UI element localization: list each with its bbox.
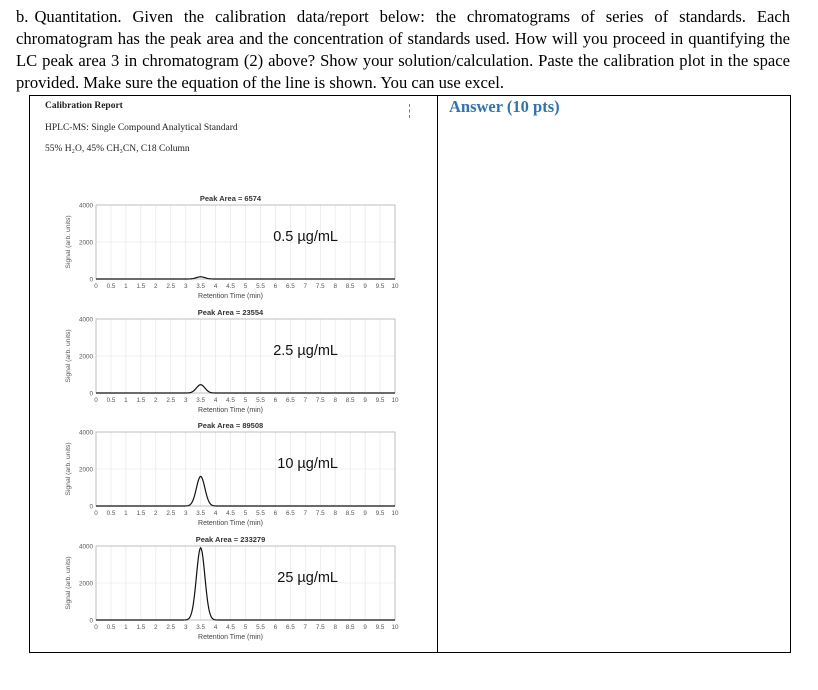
x-tick-label: 3.5 xyxy=(196,397,206,404)
x-tick-label: 5 xyxy=(243,283,248,290)
x-tick-label: 7 xyxy=(303,283,308,290)
x-tick-label: 0.5 xyxy=(106,510,116,517)
x-tick-label: 2.5 xyxy=(166,397,176,404)
y-tick-label: 4000 xyxy=(78,543,93,551)
calibration-report-cell xyxy=(30,96,437,652)
x-tick-label: 3 xyxy=(183,397,188,404)
x-tick-label: 7.5 xyxy=(315,624,325,631)
x-axis-label: Retention Time (min) xyxy=(198,293,263,300)
x-tick-label: 4 xyxy=(213,624,218,631)
x-tick-label: 3.5 xyxy=(196,283,206,290)
x-tick-label: 6.5 xyxy=(285,397,295,404)
x-tick-label: 2 xyxy=(154,283,158,290)
x-tick-label: 2.5 xyxy=(166,510,176,517)
cursor-mark xyxy=(409,104,411,118)
x-axis-label: Retention Time (min) xyxy=(198,634,263,641)
x-tick-label: 5.5 xyxy=(256,624,265,631)
concentration-label: 10 µg/mL xyxy=(277,456,338,472)
chart-title: Peak Area = 89508 xyxy=(197,421,264,430)
x-tick-label: 4.5 xyxy=(226,624,235,631)
x-tick-label: 8.5 xyxy=(345,397,355,404)
x-tick-label: 9.5 xyxy=(375,397,385,404)
y-tick-label: 2000 xyxy=(78,466,93,474)
chromatogram-2 xyxy=(65,308,399,414)
y-tick-label: 4000 xyxy=(78,429,93,437)
x-tick-label: 10 xyxy=(391,397,399,404)
x-tick-label: 1.5 xyxy=(136,397,146,404)
x-tick-label: 3 xyxy=(183,510,188,517)
x-tick-label: 2.5 xyxy=(166,283,176,290)
concentration-label: 25 µg/mL xyxy=(277,570,338,586)
y-tick-label: 0 xyxy=(89,617,93,625)
concentration-label: 0.5 µg/mL xyxy=(273,229,338,245)
x-tick-label: 6.5 xyxy=(285,624,295,631)
x-tick-label: 5.5 xyxy=(256,510,265,517)
x-tick-label: 8.5 xyxy=(345,624,355,631)
x-tick-label: 0.5 xyxy=(106,624,116,631)
x-tick-label: 2 xyxy=(154,397,158,404)
x-tick-label: 4.5 xyxy=(226,283,235,290)
chart-title: Peak Area = 23554 xyxy=(197,308,264,317)
chromatogram-charts xyxy=(30,96,437,652)
y-tick-label: 2000 xyxy=(78,353,93,361)
x-tick-label: 9 xyxy=(363,510,367,517)
x-tick-label: 3 xyxy=(183,283,188,290)
report-conditions: 55% H₂O, 45% CH₃CN, C18 Column xyxy=(45,144,190,154)
x-tick-label: 2.5 xyxy=(166,624,176,631)
x-tick-label: 4 xyxy=(213,283,218,290)
x-tick-label: 5.5 xyxy=(256,397,265,404)
x-tick-label: 9 xyxy=(363,397,367,404)
x-tick-label: 10 xyxy=(391,283,399,290)
x-tick-label: 0 xyxy=(94,283,98,290)
x-tick-label: 3 xyxy=(183,624,188,631)
x-tick-label: 7.5 xyxy=(315,283,325,290)
report-subtitle: HPLC-MS: Single Compound Analytical Standard xyxy=(45,123,238,133)
question-body: Quantitation. Given the calibration data/report below: the chromatograms of series of standards. Each chromatogram has the peak area and the concentration of standards used. How will you proceed in quantifying the LC peak area 3 in chromatogram (2) above? Show your solution/calculation. Paste the calibration plot in the space provided. Make sure the equation of the line is shown. You can use excel. xyxy=(16,7,790,92)
x-axis-label: Retention Time (min) xyxy=(198,520,263,527)
x-tick-label: 9.5 xyxy=(375,510,385,517)
x-tick-label: 0.5 xyxy=(106,283,116,290)
y-axis-label: Signal (arb. units) xyxy=(65,442,72,496)
x-tick-label: 8 xyxy=(333,510,337,517)
x-tick-label: 9.5 xyxy=(375,283,385,290)
chromatogram-3 xyxy=(65,421,399,527)
y-axis-label: Signal (arb. units) xyxy=(65,329,72,383)
x-tick-label: 3.5 xyxy=(196,624,206,631)
x-tick-label: 6 xyxy=(273,283,278,290)
x-tick-label: 7 xyxy=(303,510,308,517)
y-tick-label: 0 xyxy=(89,276,93,284)
x-tick-label: 6.5 xyxy=(285,283,295,290)
y-tick-label: 0 xyxy=(89,390,93,398)
table-divider xyxy=(437,96,438,652)
concentration-label: 2.5 µg/mL xyxy=(273,343,338,359)
answer-label[interactable]: Answer (10 pts) xyxy=(449,97,560,116)
question-label: b. xyxy=(16,7,29,26)
chart-title: Peak Area = 6574 xyxy=(199,194,262,203)
y-axis-label: Signal (arb. units) xyxy=(65,215,72,269)
x-tick-label: 8 xyxy=(333,624,337,631)
x-tick-label: 1.5 xyxy=(136,510,146,517)
chromatogram-1 xyxy=(65,194,399,300)
x-tick-label: 8.5 xyxy=(345,283,355,290)
x-tick-label: 6.5 xyxy=(285,510,295,517)
x-tick-label: 1 xyxy=(124,624,128,631)
x-tick-label: 0.5 xyxy=(106,397,116,404)
x-tick-label: 3.5 xyxy=(196,510,206,517)
y-tick-label: 4000 xyxy=(78,316,93,324)
x-tick-label: 1.5 xyxy=(136,283,146,290)
question-text xyxy=(16,6,790,94)
x-tick-label: 5 xyxy=(243,624,248,631)
y-axis-label: Signal (arb. units) xyxy=(65,556,72,610)
x-tick-label: 9 xyxy=(363,283,367,290)
x-tick-label: 8.5 xyxy=(345,510,355,517)
x-tick-label: 1 xyxy=(124,510,128,517)
x-tick-label: 9.5 xyxy=(375,624,385,631)
x-tick-label: 5 xyxy=(243,397,248,404)
x-tick-label: 8 xyxy=(333,283,337,290)
x-tick-label: 7 xyxy=(303,397,308,404)
chart-title: Peak Area = 233279 xyxy=(195,535,266,544)
x-tick-label: 6 xyxy=(273,510,278,517)
y-tick-label: 2000 xyxy=(78,239,93,247)
x-axis-label: Retention Time (min) xyxy=(198,407,263,414)
chromatogram-4 xyxy=(65,535,399,641)
answer-table xyxy=(29,95,791,653)
x-tick-label: 10 xyxy=(391,624,399,631)
x-tick-label: 2 xyxy=(154,510,158,517)
x-tick-label: 4.5 xyxy=(226,510,235,517)
x-tick-label: 1 xyxy=(124,397,128,404)
x-tick-label: 0 xyxy=(94,624,98,631)
x-tick-label: 9 xyxy=(363,624,367,631)
report-title: Calibration Report xyxy=(45,101,123,111)
x-tick-label: 0 xyxy=(94,510,98,517)
x-tick-label: 2 xyxy=(154,624,158,631)
y-tick-label: 2000 xyxy=(78,580,93,588)
x-tick-label: 5 xyxy=(243,510,248,517)
x-tick-label: 6 xyxy=(273,624,278,631)
x-tick-label: 7.5 xyxy=(315,397,325,404)
x-tick-label: 1.5 xyxy=(136,624,146,631)
x-tick-label: 6 xyxy=(273,397,278,404)
x-tick-label: 7 xyxy=(303,624,308,631)
x-tick-label: 8 xyxy=(333,397,337,404)
x-tick-label: 10 xyxy=(391,510,399,517)
y-tick-label: 0 xyxy=(89,503,93,511)
x-tick-label: 1 xyxy=(124,283,128,290)
x-tick-label: 4 xyxy=(213,510,218,517)
x-tick-label: 4 xyxy=(213,397,218,404)
x-tick-label: 0 xyxy=(94,397,98,404)
x-tick-label: 7.5 xyxy=(315,510,325,517)
x-tick-label: 4.5 xyxy=(226,397,235,404)
x-tick-label: 5.5 xyxy=(256,283,265,290)
y-tick-label: 4000 xyxy=(78,202,93,210)
